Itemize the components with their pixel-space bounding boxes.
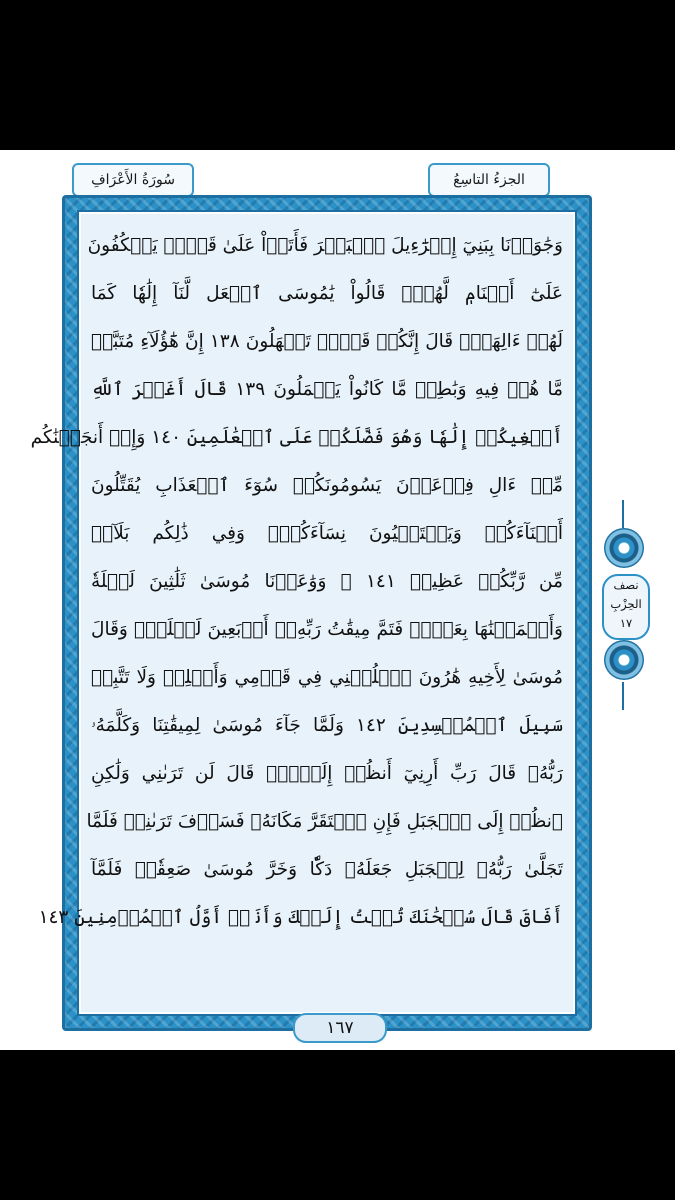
juz-label: الجزءُ التاسِعُ: [428, 163, 550, 197]
ayah-line: مِّنۡ ءَالِ فِرۡعَوۡنَ يَسُومُونَكُمۡ سُوٓءَ ٱلۡعَذَابِ يُقَتِّلُونَ: [91, 475, 563, 496]
rosette-ornament-icon: [604, 640, 644, 680]
text-panel: [30, 212, 575, 1014]
ayah-line: أَفَاقَ قَالَ سُبۡحَٰنَكَ تُبۡتُ إِلَيۡكَ وَأَنَا۠ أَوَّلُ ٱلۡمُؤۡمِنِينَ ١٤٣: [38, 907, 563, 928]
ayah-line: أَبۡنَآءَكُمۡ وَيَسۡتَحۡيُونَ نِسَآءَكُمۡۚ وَفِي ذَٰلِكُم بَلَآءٞ: [91, 523, 563, 544]
hizb-label-box: [602, 574, 650, 640]
ayah-text-block: [30, 222, 564, 992]
hizb-label-word: الحِزْبِ: [610, 597, 642, 611]
marker-spike-top: [622, 500, 624, 528]
rosette-ornament-icon: [604, 528, 644, 568]
marker-spike-bottom: [622, 682, 624, 710]
ayah-line: عَلَىٰٓ أَصۡنَامٖ لَّهُمۡۚ قَالُواْ يَٰمُوسَى ٱجۡعَل لَّنَآ إِلَٰهٗا كَمَا: [91, 283, 563, 304]
ayah-line: وَجَٰوَزۡنَا بِبَنِيٓ إِسۡرَٰٓءِيلَ ٱلۡبَحۡرَ فَأَتَوۡاْ عَلَىٰ قَوۡمٖ يَعۡكُفُونَ: [87, 235, 563, 256]
ayah-line: تَجَلَّىٰ رَبُّهُۥ لِلۡجَبَلِ جَعَلَهُۥ دَكّٗا وَخَرَّ مُوسَىٰ صَعِقٗاۚ فَلَمَّآ: [91, 859, 563, 880]
ayah-line: سَبِيلَ ٱلۡمُفۡسِدِينَ ١٤٢ وَلَمَّا جَآءَ مُوسَىٰ لِمِيقَٰتِنَا وَكَلَّمَهُۥ: [91, 715, 563, 736]
ayah-line: أَبۡغِيكُمۡ إِلَٰهٗا وَهُوَ فَضَّلَكُمۡ عَلَى ٱلۡعَٰلَمِينَ ١٤٠ وَإِذۡ أَنجَيۡنَٰكُم: [30, 427, 563, 448]
ayah-line: لَهُمۡ ءَالِهَةٞۚ قَالَ إِنَّكُمۡ قَوۡمٞ تَجۡهَلُونَ ١٣٨ إِنَّ هَٰٓؤُلَآءِ مُتَبَّرٞ: [91, 331, 563, 352]
hizb-label-number: ١٧: [619, 616, 633, 630]
hizb-label-half: نصف: [613, 578, 639, 592]
ayah-line: مَّا هُمۡ فِيهِ وَبَٰطِلٞ مَّا كَانُواْ يَعۡمَلُونَ ١٣٩ قَالَ أَغَيۡرَ ٱللَّهِ: [91, 379, 563, 400]
page-number: ١٦٧: [293, 1013, 387, 1043]
ayah-line: مِّن رَّبِّكُمۡ عَظِيمٞ ١٤١ ۞ وَوَٰعَدۡنَا مُوسَىٰ ثَلَٰثِينَ لَيۡلَةٗ: [91, 571, 564, 592]
hizb-marker: [600, 500, 650, 710]
surah-label: سُورَةُ الأَعْرَافِ: [72, 163, 194, 197]
ayah-line: ٱنظُرۡ إِلَى ٱلۡجَبَلِ فَإِنِ ٱسۡتَقَرَّ مَكَانَهُۥ فَسَوۡفَ تَرَىٰنِيۚ فَلَمَّا: [86, 811, 563, 832]
ayah-line: رَبُّهُۥ قَالَ رَبِّ أَرِنِيٓ أَنظُرۡ إِلَيۡكَۚ قَالَ لَن تَرَىٰنِي وَلَٰكِنِ: [91, 763, 563, 784]
ayah-line: وَأَتۡمَمۡنَٰهَا بِعَشۡرٖ فَتَمَّ مِيقَٰتُ رَبِّهِۦٓ أَرۡبَعِينَ لَيۡلَةٗۚ وَقَالَ: [91, 619, 563, 640]
ayah-line: مُوسَىٰ لِأَخِيهِ هَٰرُونَ ٱخۡلُفۡنِي فِي قَوۡمِي وَأَصۡلِحۡ وَلَا تَتَّبِعۡ: [91, 667, 563, 688]
ornamental-frame: [30, 195, 592, 1031]
